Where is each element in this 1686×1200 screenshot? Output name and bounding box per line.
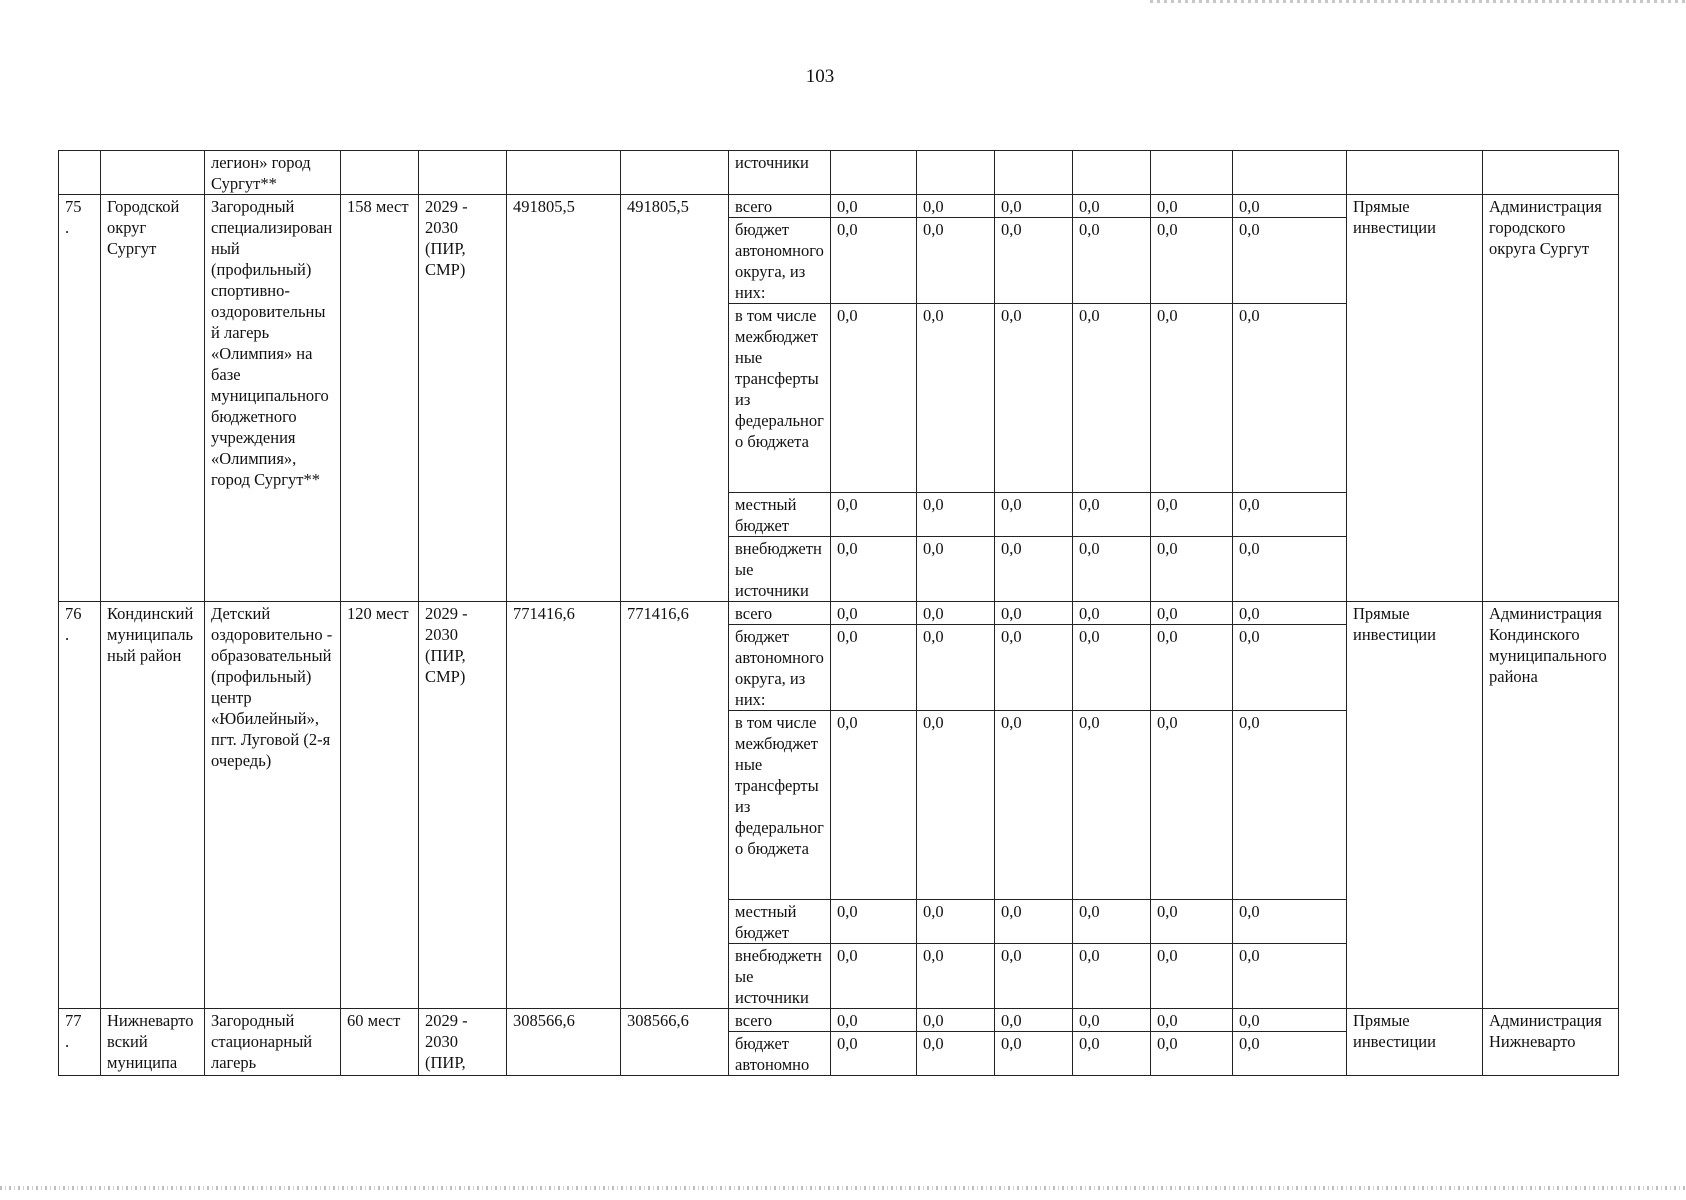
cell-capacity: 120 мест [341,602,419,1009]
cell-value [831,151,917,195]
cell-value: 0,0 [1151,711,1233,900]
cell-value: 0,0 [831,900,917,944]
cell-remainder: 491805,5 [621,195,729,602]
cell-value: 0,0 [917,944,995,1009]
cell-value: 0,0 [1073,493,1151,537]
cell-value: 0,0 [917,900,995,944]
row-number-dot: . [65,1032,70,1051]
row-number: 77 [65,1011,82,1030]
cell-cost: 771416,6 [507,602,621,1009]
cell-value: 0,0 [1073,625,1151,711]
cell-source: в том числе межбюджетные трансферты из федерального бюджета [729,711,831,900]
cell-value: 0,0 [831,195,917,218]
cell-value: 0,0 [1151,493,1233,537]
cell-value: 0,0 [995,602,1073,625]
investment-table [58,150,1619,1076]
cell-municipality: Городской округ Сургут [101,195,205,602]
cell-source: бюджет автономного округа, из них: [729,218,831,304]
cell-value: 0,0 [1073,304,1151,493]
cell-capacity: 60 мест [341,1009,419,1076]
cell-value: 0,0 [831,944,917,1009]
cell-index [59,195,101,602]
cell-value: 0,0 [1073,195,1151,218]
cell-object: легион» город Сургут** [205,151,341,195]
cell-source: внебюджетные источники [729,537,831,602]
cell-value: 0,0 [1073,218,1151,304]
cell-value: 0,0 [917,304,995,493]
cell-value: 0,0 [1233,900,1347,944]
cell-value: 0,0 [995,1032,1073,1076]
cell-value: 0,0 [917,602,995,625]
cell-value: 0,0 [1233,602,1347,625]
cell-value [1073,151,1151,195]
cell-value: 0,0 [831,218,917,304]
cell-value: 0,0 [995,900,1073,944]
cell-value: 0,0 [1073,1009,1151,1032]
cell-remainder [621,151,729,195]
cell-period: 2029 - 2030 (ПИР, [419,1009,507,1076]
cell-source: бюджет автономного округа, из них: [729,625,831,711]
cell-value: 0,0 [1073,711,1151,900]
cell-investment-type: Прямые инвестиции [1347,602,1483,1009]
row-number-dot: . [65,218,70,237]
cell-value: 0,0 [1233,1032,1347,1076]
cell-value: 0,0 [1073,944,1151,1009]
cell-value: 0,0 [1233,1009,1347,1032]
cell-source: всего [729,195,831,218]
cell-index [59,602,101,1009]
cell-responsible [1483,151,1619,195]
cell-value: 0,0 [831,1032,917,1076]
cell-municipality [101,151,205,195]
cell-value: 0,0 [1233,711,1347,900]
cell-value: 0,0 [1151,602,1233,625]
cell-value: 0,0 [995,1009,1073,1032]
cell-value [1233,151,1347,195]
cell-value: 0,0 [831,537,917,602]
cell-value: 0,0 [1151,944,1233,1009]
cell-investment-type [1347,151,1483,195]
cell-remainder: 308566,6 [621,1009,729,1076]
cell-value: 0,0 [831,602,917,625]
cell-source: в том числе межбюджетные трансферты из федерального бюджета [729,304,831,493]
cell-value: 0,0 [995,218,1073,304]
cell-source: всего [729,602,831,625]
cell-cost: 308566,6 [507,1009,621,1076]
cell-value: 0,0 [917,195,995,218]
cell-value: 0,0 [995,711,1073,900]
cell-municipality: Кондинский муниципальный район [101,602,205,1009]
cell-value: 0,0 [995,493,1073,537]
cell-period: 2029 - 2030 (ПИР, СМР) [419,195,507,602]
cell-source: всего [729,1009,831,1032]
cell-value: 0,0 [1233,195,1347,218]
cell-value: 0,0 [1233,218,1347,304]
table-row-continuation [59,151,1619,195]
cell-value: 0,0 [1151,1032,1233,1076]
cell-value: 0,0 [995,944,1073,1009]
cell-value: 0,0 [917,625,995,711]
cell-value [917,151,995,195]
cell-responsible: Администрация городского округа Сургут [1483,195,1619,602]
scan-edge-top [1150,0,1686,3]
cell-value: 0,0 [1151,537,1233,602]
cell-object: Загородный стационарный лагерь [205,1009,341,1076]
cell-value: 0,0 [917,711,995,900]
cell-source: бюджет автономно [729,1032,831,1076]
cell-period: 2029 - 2030 (ПИР, СМР) [419,602,507,1009]
cell-value: 0,0 [1073,537,1151,602]
cell-value: 0,0 [995,625,1073,711]
cell-value: 0,0 [917,218,995,304]
cell-investment-type: Прямые инвестиции [1347,195,1483,602]
cell-source: внебюджетные источники [729,944,831,1009]
cell-responsible: Администрация Нижневарто [1483,1009,1619,1076]
row-number-dot: . [65,625,70,644]
cell-source: местный бюджет [729,493,831,537]
row-number: 76 [65,604,82,623]
cell-value: 0,0 [1151,304,1233,493]
cell-value: 0,0 [1233,944,1347,1009]
cell-value: 0,0 [1233,304,1347,493]
cell-value: 0,0 [917,1009,995,1032]
cell-value: 0,0 [1151,1009,1233,1032]
cell-value: 0,0 [831,1009,917,1032]
cell-value: 0,0 [1151,195,1233,218]
cell-cost: 491805,5 [507,195,621,602]
cell-responsible: Администрация Кондинского муниципального района [1483,602,1619,1009]
cell-value: 0,0 [831,304,917,493]
cell-remainder: 771416,6 [621,602,729,1009]
cell-value: 0,0 [831,625,917,711]
cell-value: 0,0 [1233,625,1347,711]
cell-value: 0,0 [1073,900,1151,944]
cell-investment-type: Прямые инвестиции [1347,1009,1483,1076]
table-row [59,602,1619,625]
cell-value: 0,0 [1073,1032,1151,1076]
cell-value: 0,0 [995,304,1073,493]
cell-value [995,151,1073,195]
cell-capacity: 158 мест [341,195,419,602]
cell-value: 0,0 [917,537,995,602]
row-number: 75 [65,197,82,216]
cell-capacity [341,151,419,195]
cell-municipality: Нижневартовский муниципа [101,1009,205,1076]
cell-value: 0,0 [1233,493,1347,537]
cell-value: 0,0 [1073,602,1151,625]
cell-value: 0,0 [1151,218,1233,304]
cell-value: 0,0 [831,711,917,900]
cell-period [419,151,507,195]
cell-value: 0,0 [1233,537,1347,602]
cell-cost [507,151,621,195]
cell-source: источники [729,151,831,195]
cell-index [59,1009,101,1076]
cell-object: Детский оздоровительно - образовательный (профильный) центр «Юбилейный», пгт. Луговой (2-я очередь) [205,602,341,1009]
cell-value: 0,0 [995,195,1073,218]
cell-value [1151,151,1233,195]
scan-edge-bottom [0,1186,1686,1190]
cell-value: 0,0 [1151,900,1233,944]
cell-value: 0,0 [995,537,1073,602]
table-row [59,1009,1619,1032]
page-number: 103 [805,66,835,87]
cell-index [59,151,101,195]
cell-object: Загородный специализированный (профильный) спортивно-оздоровительный лагерь «Олимпия» на базе муниципального бюджетного учреждения «Олимпия», город Сургут** [205,195,341,602]
cell-value: 0,0 [917,1032,995,1076]
cell-value: 0,0 [831,493,917,537]
cell-value: 0,0 [1151,625,1233,711]
table-row [59,195,1619,218]
cell-value: 0,0 [917,493,995,537]
cell-source: местный бюджет [729,900,831,944]
